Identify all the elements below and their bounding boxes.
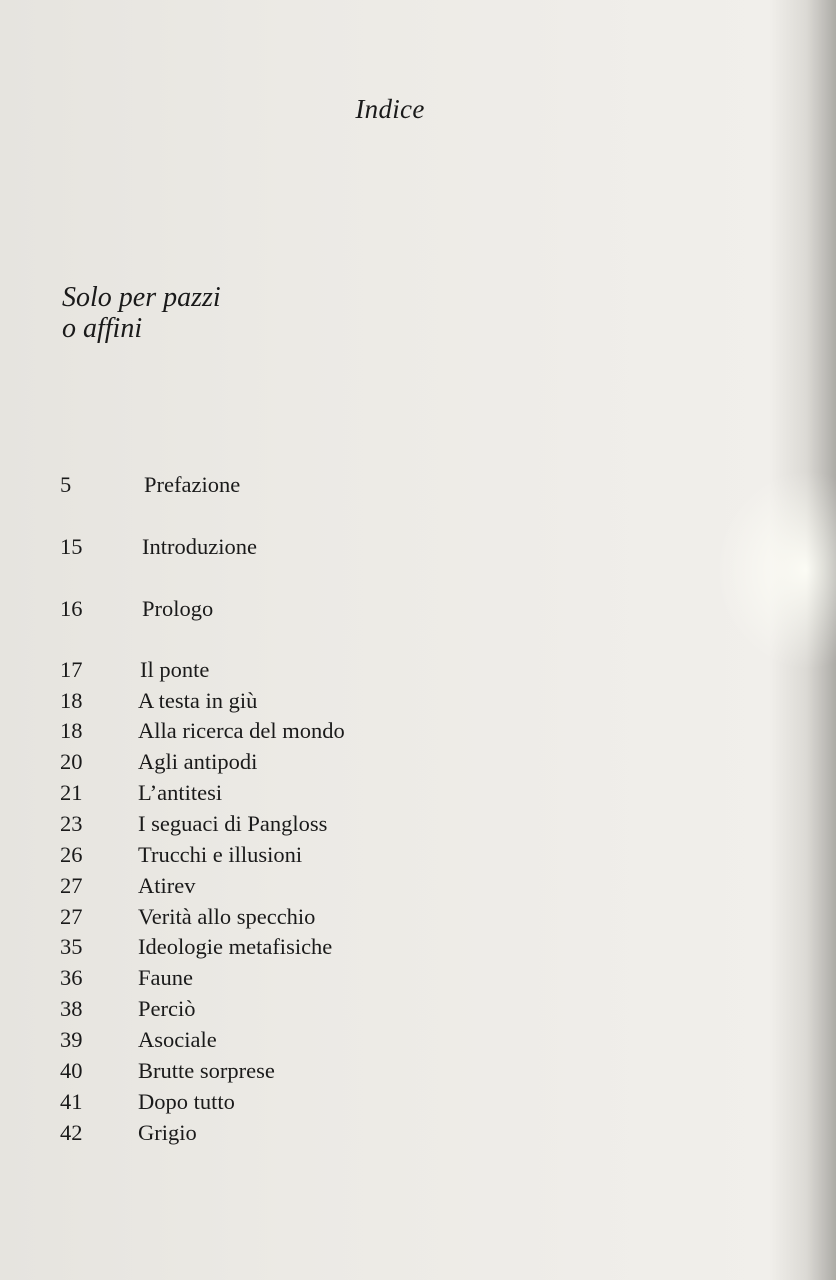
toc-entry-title: A testa in giù	[138, 688, 258, 713]
section-title-line-2: o affini	[62, 313, 143, 344]
toc-page-number: 39	[60, 1027, 83, 1052]
toc-entry-title: Dopo tutto	[138, 1089, 235, 1114]
page-heading: Indice	[355, 94, 425, 124]
toc-entry-title: Prologo	[142, 596, 214, 621]
toc-entry-title: Atirev	[138, 873, 196, 898]
toc-page-number: 18	[60, 718, 83, 743]
toc-page-number: 41	[60, 1089, 83, 1114]
toc-page-number: 35	[60, 934, 83, 959]
toc-entry-title: Perciò	[138, 996, 196, 1021]
toc-entry-title: Prefazione	[144, 472, 241, 497]
section-title-line-1: Solo per pazzi	[62, 282, 221, 313]
toc-page-number: 38	[60, 996, 83, 1021]
toc-entry-title: Grigio	[138, 1120, 197, 1145]
toc-entry-title: Brutte sorprese	[138, 1058, 275, 1083]
toc-entry-title: L’antitesi	[138, 780, 223, 805]
toc-entry-title: Faune	[138, 965, 193, 990]
toc-page-number: 42	[60, 1120, 83, 1145]
toc-page-number: 23	[60, 811, 83, 836]
toc-page-number: 40	[60, 1058, 83, 1083]
toc-page-number: 20	[60, 749, 83, 774]
toc-page-number: 26	[60, 842, 83, 867]
toc-page-number: 5	[60, 472, 72, 497]
toc-entry-title: Introduzione	[142, 534, 257, 559]
toc-entry-title: Alla ricerca del mondo	[138, 718, 345, 743]
toc-entry-title: Verità allo specchio	[138, 904, 316, 929]
toc-page-number: 27	[60, 904, 83, 929]
toc-entry-title: Trucchi e illusioni	[138, 842, 303, 867]
toc-page-number: 16	[60, 596, 83, 621]
toc-page-number: 27	[60, 873, 83, 898]
toc-page-number: 21	[60, 780, 83, 805]
toc-entry-title: Agli antipodi	[138, 749, 258, 774]
toc-page-number: 18	[60, 688, 83, 713]
toc-entry-title: I seguaci di Pangloss	[138, 811, 328, 836]
toc-entry-title: Ideologie metafisiche	[138, 934, 333, 959]
toc-page-number: 17	[60, 657, 83, 682]
toc-entry-title: Asociale	[138, 1027, 217, 1052]
toc-entry-title: Il ponte	[140, 657, 210, 682]
toc-page-number: 36	[60, 965, 83, 990]
toc-page-number: 15	[60, 534, 83, 559]
